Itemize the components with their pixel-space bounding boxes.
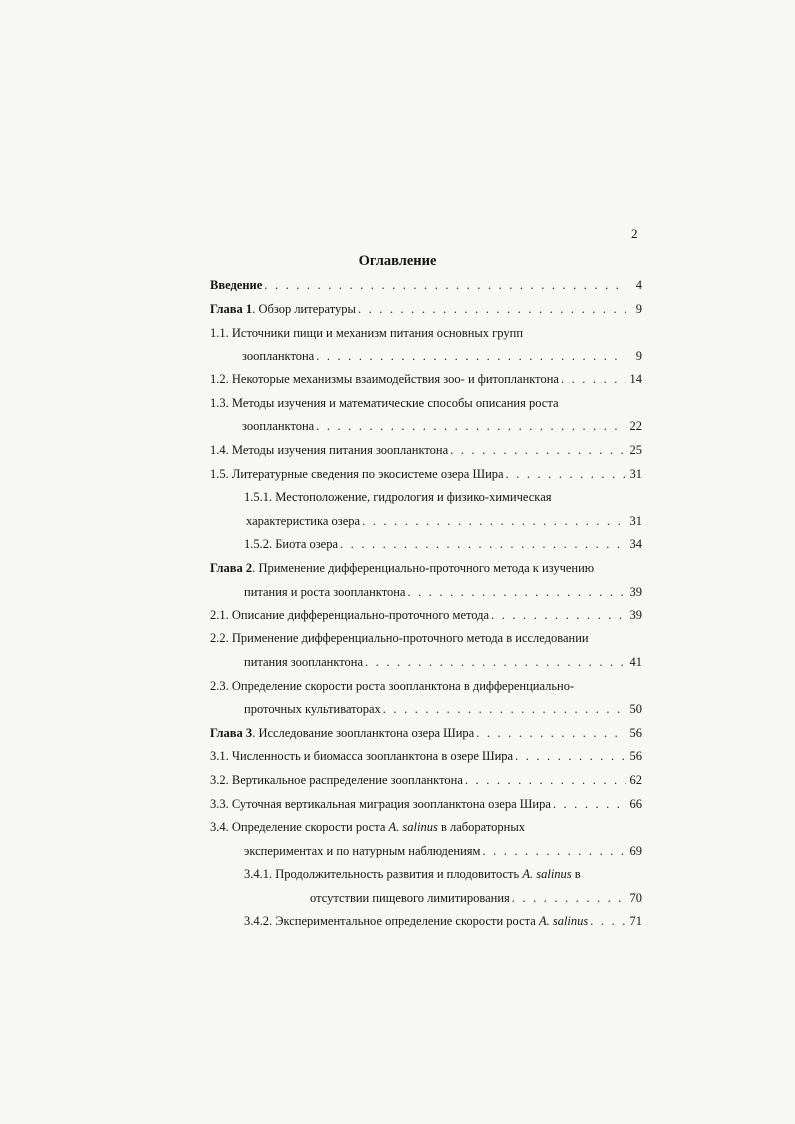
toc-entry-label-suffix: в	[571, 867, 581, 881]
toc-entry-label: 3.2. Вертикальное распределение зоопланктона	[210, 773, 463, 787]
dot-leader	[383, 702, 626, 717]
toc-entry-label: отсутствии пищевого лимитирования	[310, 891, 510, 905]
toc-entry-label: . Исследование зоопланктона озера Шира	[252, 726, 475, 740]
dot-leader	[365, 655, 625, 670]
dot-leader	[515, 749, 625, 764]
dot-leader	[491, 608, 625, 623]
toc-entry-page: 41	[629, 655, 642, 669]
toc-entry-label: Введение	[210, 278, 263, 292]
dot-leader	[407, 585, 625, 600]
toc-entry-label-suffix: в лабораторных	[437, 820, 525, 834]
dot-leader	[590, 914, 625, 929]
toc-entry-label: экспериментах и по натурным наблюдениям	[244, 844, 481, 858]
toc-entry-label: 3.4. Определение скорости роста	[210, 820, 389, 834]
species-name: A. salinus	[522, 867, 572, 881]
toc-chapter-prefix: Глава 3	[210, 726, 253, 740]
toc-entry-chapter-2-cont	[244, 585, 642, 603]
toc-entry-page: 9	[635, 349, 642, 363]
toc-entry-1-3-cont	[242, 419, 642, 437]
toc-entry-label: 2.2. Применение дифференциально-проточного метода в исследовании	[210, 631, 589, 645]
toc-entry-2-2-cont	[244, 655, 642, 673]
dot-leader	[316, 419, 625, 434]
toc-entry-label: 1.5.1. Местоположение, гидрология и физико-химическая	[244, 490, 552, 504]
toc-entry-3-4-1	[244, 867, 642, 885]
dot-leader	[561, 372, 626, 387]
toc-entry-label: 3.3. Суточная вертикальная миграция зоопланктона озера Шира	[210, 797, 551, 811]
toc-entry-3-1	[210, 749, 642, 767]
toc-entry-label: 3.1. Численность и биомасса зоопланктона в озере Шира	[210, 749, 514, 763]
dot-leader	[358, 302, 626, 317]
dot-leader	[316, 349, 626, 364]
toc-entry-1-5	[210, 467, 642, 485]
toc-title: Оглавление	[358, 253, 437, 269]
toc-entry-page: 56	[629, 726, 642, 740]
toc-entry-chapter-2	[210, 561, 642, 579]
toc-entry-page: 50	[629, 702, 642, 716]
toc-entry-3-3	[210, 797, 642, 815]
toc-entry-label: 2.3. Определение скорости роста зоопланктона в дифференциально-	[210, 679, 575, 693]
toc-entry-page: 71	[629, 914, 642, 928]
toc-entry-label: питания и роста зоопланктона	[244, 585, 406, 599]
toc-entry-page: 39	[629, 608, 642, 622]
toc-entry-3-4-2	[244, 914, 642, 932]
toc-chapter-prefix: Глава 1	[210, 302, 253, 316]
toc-entry-label: 1.1. Источники пищи и механизм питания основных групп	[210, 326, 524, 340]
toc-entry-1-2	[210, 372, 642, 390]
toc-entry-2-1	[210, 608, 642, 626]
toc-entry-page: 39	[629, 585, 642, 599]
species-name: A. salinus	[538, 914, 589, 928]
toc-entry-page: 25	[629, 443, 642, 457]
species-name: A. salinus	[388, 820, 438, 834]
dot-leader	[450, 443, 625, 458]
dot-leader	[553, 797, 626, 812]
toc-entry-1-5-2	[244, 537, 642, 555]
toc-entry-label: проточных культиваторах	[244, 702, 381, 716]
toc-entry-page: 14	[629, 372, 642, 386]
toc-chapter-prefix: Глава 2	[210, 561, 253, 575]
dot-leader	[264, 278, 626, 293]
toc-entry-label: 1.2. Некоторые механизмы взаимодействия зоо- и фитопланктона	[210, 372, 559, 386]
toc-entry-1-5-1	[244, 490, 642, 508]
toc-entry-introduction	[210, 278, 642, 296]
toc-entry-chapter-1	[210, 302, 642, 320]
dot-leader	[362, 514, 625, 529]
toc-entry-page: 4	[635, 278, 642, 292]
toc-entry-2-3-cont	[244, 702, 642, 720]
dot-leader	[506, 467, 626, 482]
toc-entry-page: 9	[635, 302, 642, 316]
toc-entry-label: . Обзор литературы	[252, 302, 356, 316]
toc-entry-3-4-cont	[244, 844, 642, 862]
toc-entry-label: зоопланктона	[242, 419, 315, 433]
toc-entry-label: питания зоопланктона	[244, 655, 364, 669]
toc-entry-page: 66	[629, 797, 642, 811]
dot-leader	[482, 844, 625, 859]
toc-entry-3-4-1-cont	[310, 891, 642, 909]
toc-entry-label: 1.5. Литературные сведения по экосистеме озера Шира	[210, 467, 504, 481]
dot-leader	[476, 726, 625, 741]
toc-entry-page: 56	[629, 749, 642, 763]
toc-entry-label: 1.4. Методы изучения питания зоопланктона	[210, 443, 449, 457]
dot-leader	[512, 891, 626, 906]
toc-entry-label: . Применение дифференциально-проточного метода к изучению	[252, 561, 595, 575]
toc-entry-1-1-cont	[242, 349, 642, 367]
toc-entry-1-1	[210, 326, 642, 344]
toc-entry-label: 3.4.1. Продолжительность развития и плодовитость	[244, 867, 523, 881]
dot-leader	[340, 537, 625, 552]
toc-entry-label: 2.1. Описание дифференциально-проточного метода	[210, 608, 490, 622]
toc-entry-chapter-3	[210, 726, 642, 744]
toc-entry-1-5-1-cont	[246, 514, 642, 532]
dot-leader	[465, 773, 626, 788]
toc-entry-label: характеристика озера	[246, 514, 361, 528]
toc-entry-label: 1.3. Методы изучения и математические способы описания роста	[210, 396, 559, 410]
toc-entry-page: 34	[629, 537, 642, 551]
toc-entry-page: 70	[629, 891, 642, 905]
toc-entry-page: 62	[629, 773, 642, 787]
toc-entry-page: 22	[629, 419, 642, 433]
toc-entry-2-3	[210, 679, 642, 697]
toc-entry-page: 31	[629, 514, 642, 528]
toc-entry-3-4	[210, 820, 642, 838]
toc-entry-1-4	[210, 443, 642, 461]
toc-entry-label: зоопланктона	[242, 349, 315, 363]
toc-entry-page: 69	[629, 844, 642, 858]
toc-entry-2-2	[210, 631, 642, 649]
toc-entry-label: 1.5.2. Биота озера	[244, 537, 339, 551]
toc-entry-page: 31	[629, 467, 642, 481]
page-number: 2	[631, 226, 638, 241]
toc-entry-1-3	[210, 396, 642, 414]
toc-entry-3-2	[210, 773, 642, 791]
toc-entry-label: 3.4.2. Экспериментальное определение скорости роста	[244, 914, 539, 928]
